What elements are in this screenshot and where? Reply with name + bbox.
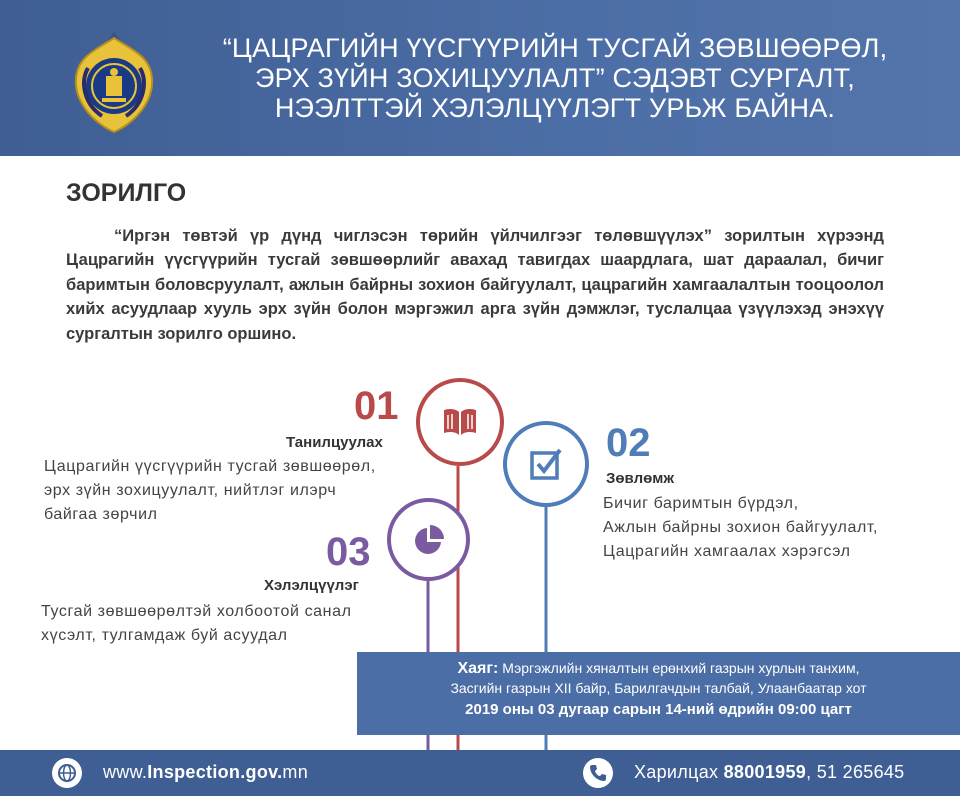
description-line: Цацрагийн үүсгүүрийн тусгай зөвшөөрөл, (44, 458, 376, 475)
address-line-1 (357, 659, 960, 678)
step-01-label: Танилцуулах (286, 434, 383, 451)
footer-bar (0, 750, 960, 796)
description-line: Ажлын байрны зохион байгуулалт, (603, 519, 879, 536)
goal-text: “Иргэн төвтэй үр дүнд чиглэсэн төрийн үйлчилгээг төлөвшүүлэх” зорилтын хүрээнд Цацрагийн үүсгүүрийн тусгай зөвшөөрлийг авахад тавигдах шаардлага, шат дараалал, бичиг баримтын боловсруулалт, ажлын байрны зохион байгуулалт, цацрагийн хамгаалалтын тооцоолол хийх асуудлаар хууль эрх зүйн болон мэргэжил арга зүйн дэмжлэг, туслалцаа үзүүлэхэд энэхүү сургалтын зорилго оршино. (66, 227, 884, 343)
globe-icon (57, 763, 77, 783)
header-title-line: ЭРХ ЗҮЙН ЗОХИЦУУЛАЛТ” СЭДЭВТ СУРГАЛТ, (255, 63, 855, 93)
header-title-line: “ЦАЦРАГИЙН ҮҮСГҮҮРИЙН ТУСГАЙ ЗӨВШӨӨРӨЛ, (222, 33, 888, 63)
step-03-description (41, 600, 352, 648)
website-prefix: www. (103, 762, 148, 782)
address-box (357, 652, 960, 735)
description-line: байгаа зөрчил (44, 506, 158, 523)
book-icon (442, 407, 478, 437)
step-01-number: 01 (354, 384, 399, 428)
goal-heading: ЗОРИЛГО (66, 179, 187, 207)
website-link[interactable] (103, 762, 308, 783)
description-line: Бичиг баримтын бүрдэл, (603, 495, 799, 512)
header-title-line: НЭЭЛТТЭЙ ХЭЛЭЛЦҮҮЛЭГТ УРЬЖ БАЙНА. (274, 93, 836, 123)
address-key: Хаяг: (457, 660, 499, 677)
step-02-description (603, 492, 878, 564)
globe-icon-badge (52, 758, 82, 788)
step-02-number: 02 (606, 421, 651, 465)
description-line: Цацрагийн хамгаалах хэрэгсэл (603, 543, 851, 560)
step-02-circle (503, 421, 589, 507)
phone-icon-badge (583, 758, 613, 788)
description-line: эрх зүйн зохицуулалт, нийтлэг илэрч (44, 482, 337, 499)
step-03-number: 03 (326, 530, 371, 574)
address-venue: Мэргэжлийн хяналтын ерөнхий газрын хурлын танхим, (498, 660, 860, 676)
step-01-description (44, 455, 376, 527)
step-02-label: Зөвлөмж (606, 470, 675, 487)
step-01-circle (416, 378, 504, 466)
phone-number-main: 88001959 (723, 762, 807, 782)
address-line-2: Засгийн газрын XII байр, Барилгачдын талбай, Улаанбаатар хот (450, 680, 867, 696)
event-datetime: 2019 оны 03 дугаар сарын 14-ний өдрийн 09:00 цагт (465, 701, 852, 718)
website-domain: Inspection.gov. (147, 762, 283, 782)
phone-contact[interactable] (634, 762, 905, 783)
step-03-label: Хэлэлцүүлэг (264, 577, 359, 594)
description-line: Тусгай зөвшөөрөлтэй холбоотой санал (41, 603, 352, 620)
description-line: хүсэлт, тулгамдаж буй асуудал (41, 627, 288, 644)
phone-label: Харилцах (634, 762, 724, 782)
website-suffix: mn (282, 762, 309, 782)
phone-icon (588, 763, 608, 783)
pie-chart-icon (412, 523, 446, 557)
checkbox-icon (529, 447, 563, 481)
phone-number-rest: , 51 265645 (806, 762, 905, 782)
step-03-circle (387, 498, 470, 581)
